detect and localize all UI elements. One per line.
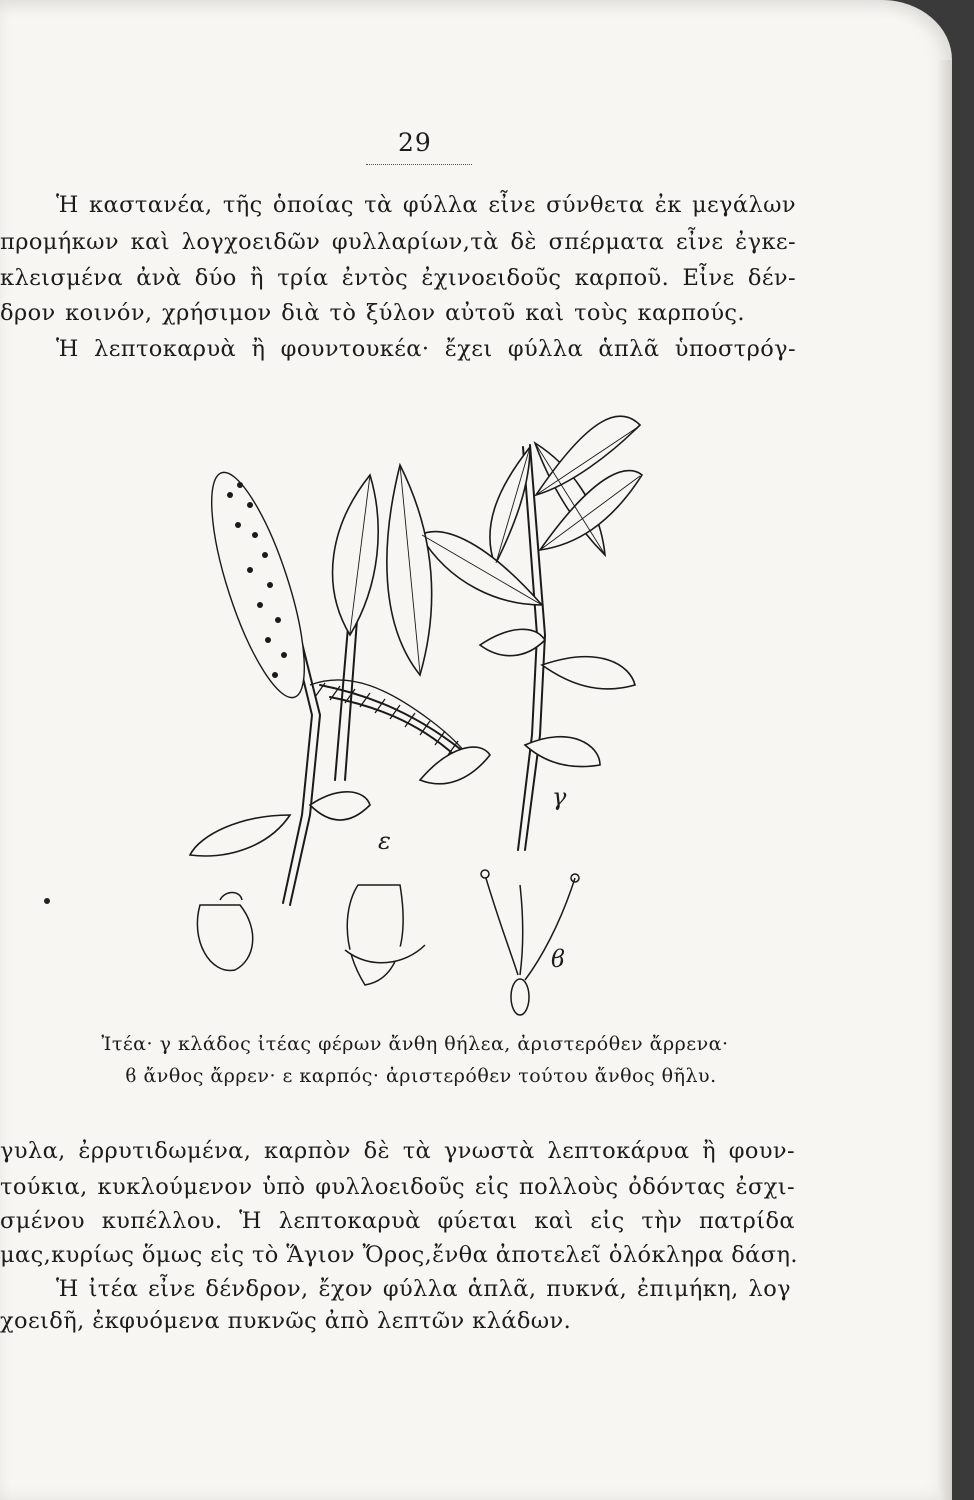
top-paragraph-line: δρον κοινόν, χρήσιμον διὰ τὸ ξύλον αὐτοῦ καὶ τοὺς καρπούς. [0,300,745,326]
figure-caption-line: Ἰτέα· γ κλάδος ἰτέας φέρων ἄνθη θήλεα, ἀριστερόθεν ἄρρενα· [101,1033,729,1055]
bottom-paragraph-line: Ἡ ἰτέα εἶνε δένδρον, ἔχον φύλλα ἁπλᾶ, πυκνά, ἐπιμήκη, λογ [56,1276,791,1302]
bottom-paragraph-line: τούκια, κυκλούμενον ὑπὸ φυλλοειδοῦς εἰς πολλοὺς ὀδόντας ἐσχι- [0,1174,795,1200]
bottom-paragraph-line: γυλα, ἐρρυτιδωμένα, καρπὸν δὲ τὰ γνωστὰ λεπτοκάρυα ἢ φουν- [0,1138,795,1164]
willow-illustration [180,385,740,1025]
top-paragraph-line: προμήκων καὶ λογχοειδῶν φυλλαρίων,τὰ δὲ σπέρματα εἶνε ἐγκε- [0,229,796,255]
bottom-paragraph-line: σμένου κυπέλλου. Ἡ λεπτοκαρυὰ φύεται καὶ εἰς τὴν πατρίδα [0,1208,795,1234]
top-paragraph-line: κλεισμένα ἀνὰ δύο ἢ τρία ἐντὸς ἐχινοειδοῦς καρποῦ. Εἶνε δέν- [0,265,796,291]
figure-letter-gamma: γ [552,783,567,811]
top-paragraph-line: Ἡ λεπτοκαρυὰ ἢ φουντουκέα· ἔχει φύλλα ἁπλᾶ ὑποστρόγ- [56,336,796,362]
page-number-rule [366,164,472,165]
figure-letter-beta: ϐ [551,945,565,973]
top-paragraph-line: Ἡ καστανέα, τῆς ὁποίας τὰ φύλλα εἶνε σύνθετα ἐκ μεγάλων [56,192,796,218]
page-edge-shadow [938,60,952,1500]
figure-letter-epsilon: ε [378,827,391,855]
figure-caption-line: ϐ ἄνθος ἄρρεν· ε καρπός· ἀριστερόθεν τούτου ἄνθος θῆλυ. [125,1065,717,1087]
page-number: 29 [398,128,432,157]
bottom-paragraph-line: μας,κυρίως ὅμως εἰς τὸ Ἅγιον Ὄρος,ἔνθα ἀποτελεῖ ὁλόκληρα δάση. [0,1242,798,1268]
bottom-paragraph-line: χοειδῆ, ἐκφυόμενα πυκνῶς ἀπὸ λεπτῶν κλάδων. [0,1308,572,1334]
ink-spot [44,898,50,904]
willow-branch-engraving [180,385,740,1025]
